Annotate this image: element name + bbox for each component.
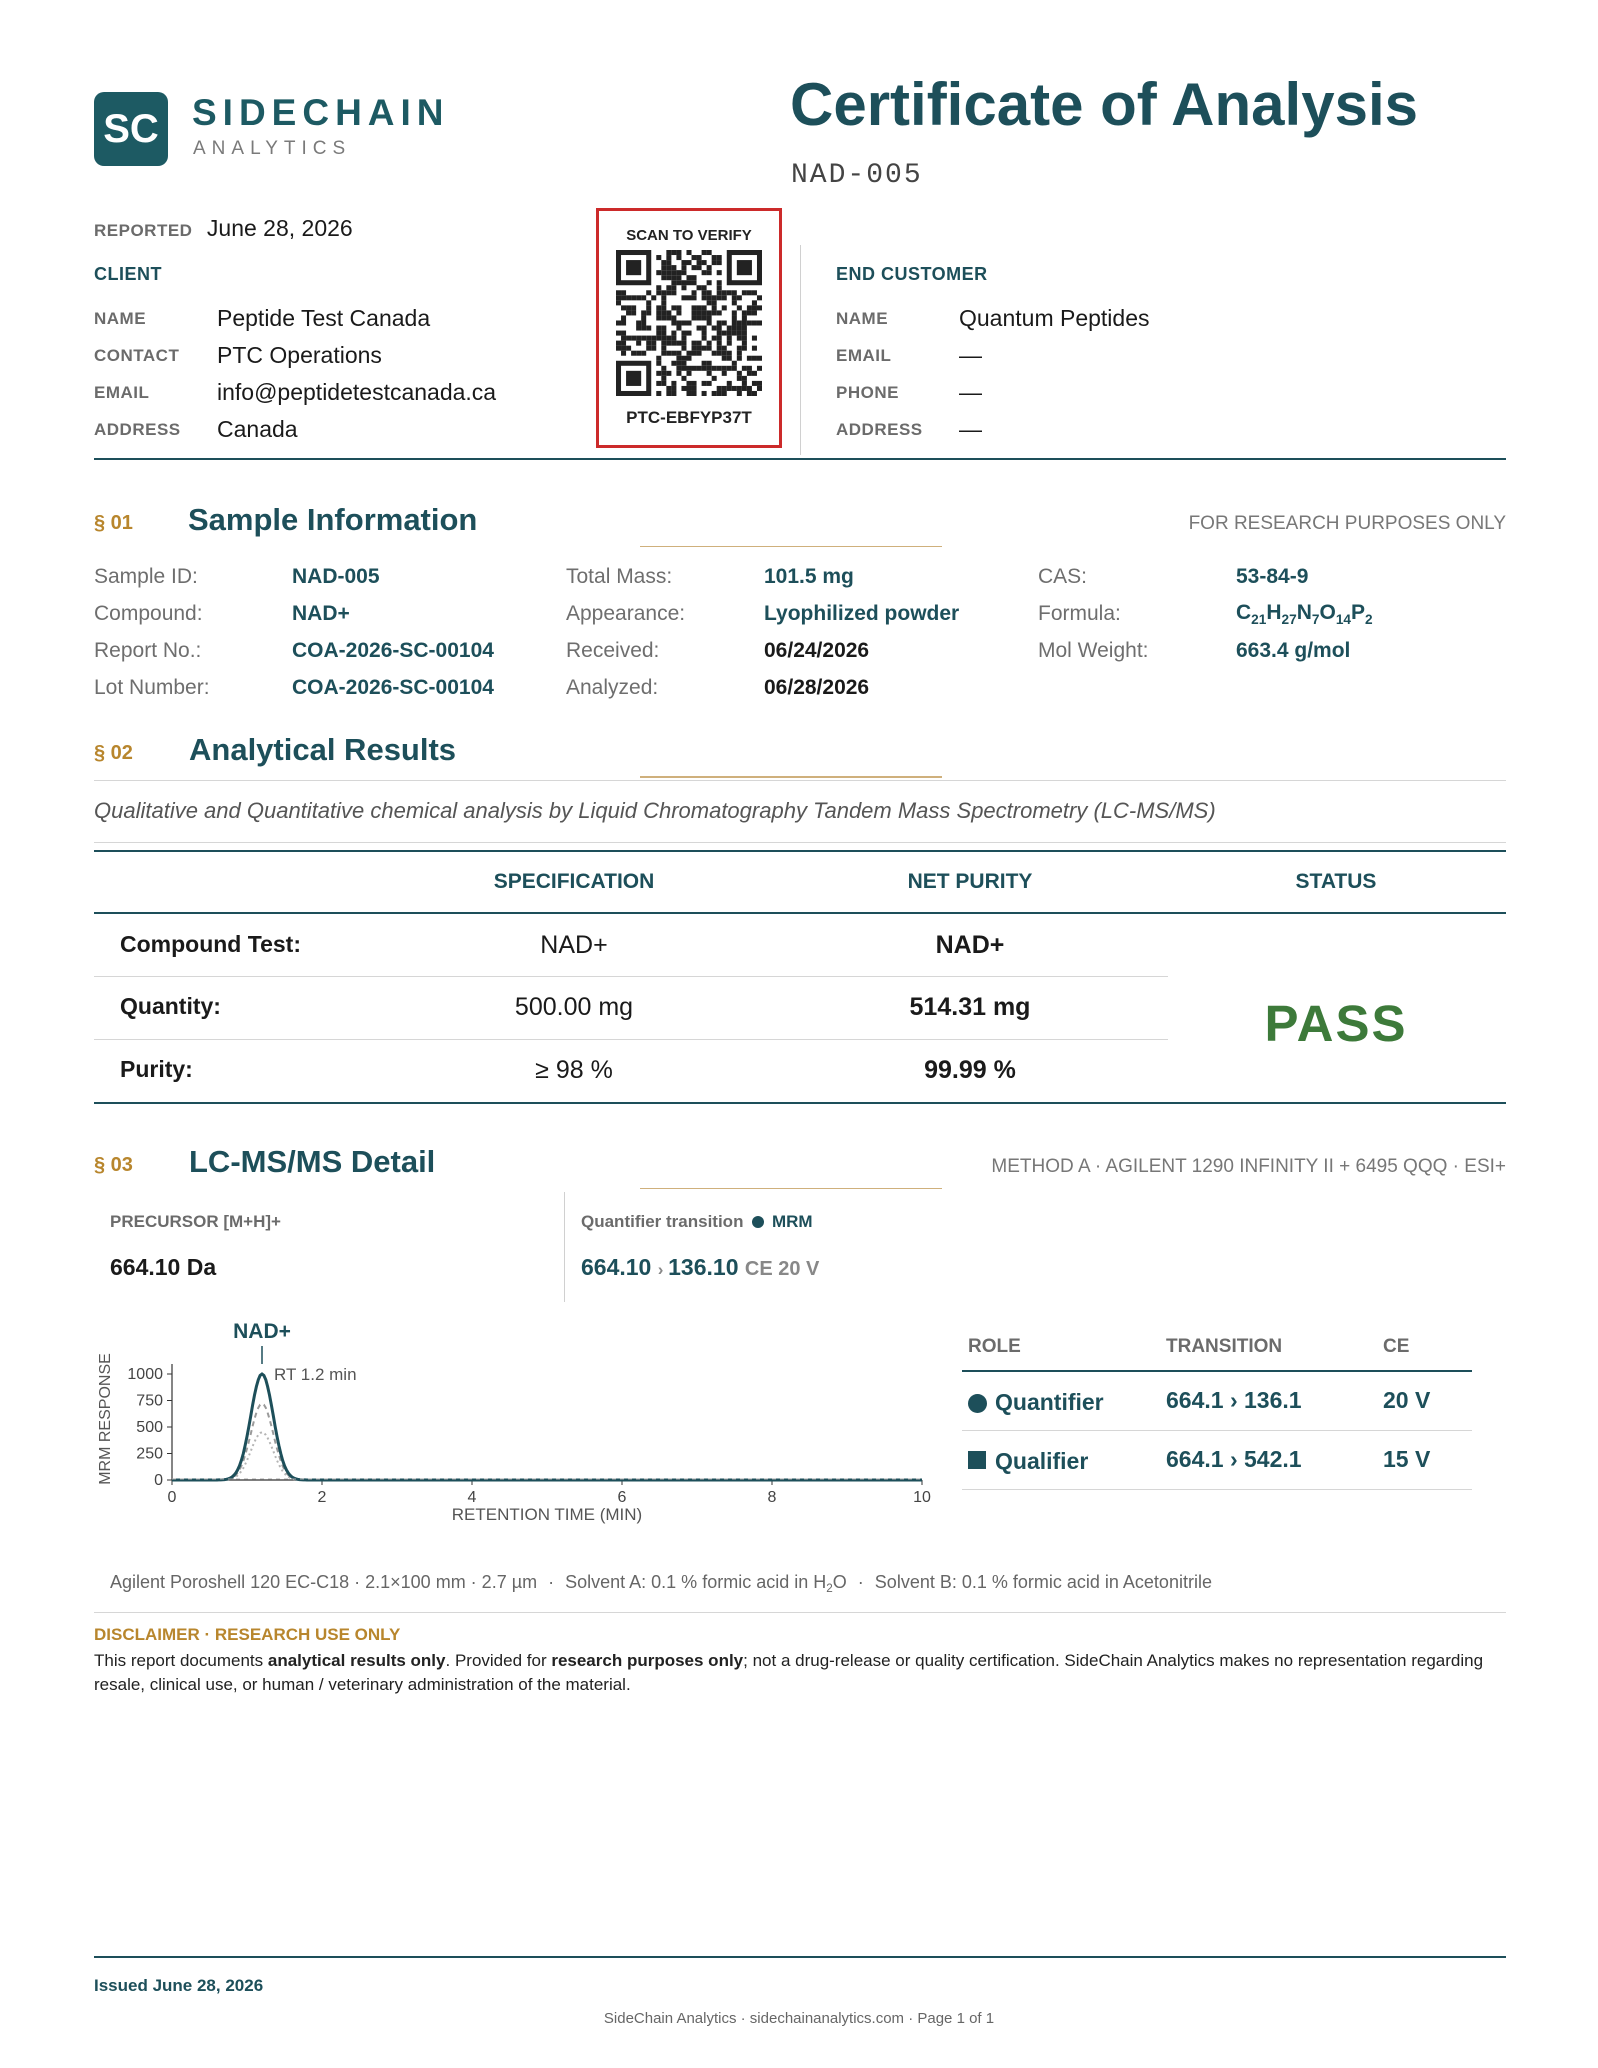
research-note: FOR RESEARCH PURPOSES ONLY <box>1188 513 1506 534</box>
transition-role: Qualifier <box>995 1448 1089 1474</box>
x-tick-label: 4 <box>467 1489 477 1506</box>
sample-row <box>566 558 1026 595</box>
quant-transition <box>581 1254 819 1281</box>
header-rule <box>94 458 1506 460</box>
y-tick-label: 250 <box>136 1445 163 1463</box>
end-customer-label: NAME <box>836 308 889 328</box>
section3-number: § 03 <box>94 1154 133 1176</box>
column-note-b: Solvent A: 0.1 % formic acid in $H_2O$ <box>565 1572 847 1596</box>
section2-rule <box>94 780 1506 781</box>
section1-accent <box>640 546 942 547</box>
client-block <box>94 300 574 448</box>
quant-from: 664.10 <box>581 1254 652 1280</box>
end-customer-block <box>836 300 1296 448</box>
sample-key: Received: <box>566 638 660 662</box>
results-top-rule <box>94 850 1506 852</box>
logo-mark <box>94 92 168 166</box>
sample-row <box>1038 558 1508 595</box>
sample-value: NAD+ <box>292 601 350 625</box>
client-row <box>94 337 574 374</box>
result-label: Compound Test: <box>120 931 301 957</box>
sample-value: 101.5 mg <box>764 564 854 588</box>
verify-box[interactable] <box>596 208 782 448</box>
sample-row <box>94 595 544 632</box>
col-header-spec: SPECIFICATION <box>493 870 655 893</box>
client-label: CONTACT <box>94 345 180 365</box>
results-bottom-rule <box>94 1102 1506 1104</box>
sample-key: Analyzed: <box>566 675 659 699</box>
verify-heading: SCAN TO VERIFY <box>626 227 752 244</box>
brand-sub: ANALYTICS <box>193 138 352 159</box>
result-net: NAD+ <box>935 931 1005 959</box>
sample-key: CAS: <box>1038 564 1088 588</box>
y-tick-label: 500 <box>136 1419 163 1436</box>
th-transition: TRANSITION <box>1166 1336 1283 1357</box>
reported-row <box>94 215 353 242</box>
footer-line: SideChain Analytics · sidechainanalytics.com · Page 1 of 1 <box>603 2010 995 2027</box>
results-row <box>94 977 1168 1039</box>
end-customer-value: Quantum Peptides <box>959 305 1150 331</box>
end-customer-value: — <box>959 379 982 405</box>
mrm-dot-icon <box>752 1216 764 1228</box>
brand-name: SIDECHAIN <box>192 92 450 133</box>
sample-row <box>1038 632 1508 669</box>
quant-to: 136.10 <box>668 1254 739 1280</box>
sample-value: 06/24/2026 <box>764 638 870 662</box>
disclaimer-text: This report documents analytical results only. Provided for research purposes only; not a drug-release or quality certification. SideChain Analytics makes no representation regarding resale, clinical use, or human / veterinary administration of the material. <box>94 1651 1484 1694</box>
col-header-net: NET PURITY <box>907 870 1033 893</box>
status-badge: PASS <box>1264 995 1408 1052</box>
result-label: Purity: <box>120 1056 193 1082</box>
section1-title: Sample Information <box>188 502 478 537</box>
sample-value: 53-84-9 <box>1236 564 1309 588</box>
y-tick-label: 1000 <box>127 1366 163 1383</box>
end-customer-row <box>836 300 1296 337</box>
client-label: ADDRESS <box>94 419 181 439</box>
header-divider <box>800 245 801 455</box>
column-note-rule <box>94 1612 1506 1613</box>
reported-label: REPORTED <box>94 221 193 240</box>
quant-mode: MRM <box>771 1212 813 1231</box>
section2-accent <box>640 776 942 778</box>
quant-label-row <box>581 1212 813 1232</box>
client-label: NAME <box>94 308 147 328</box>
disclaimer-heading: DISCLAIMER · RESEARCH USE ONLY <box>94 1625 401 1644</box>
result-label: Quantity: <box>120 993 221 1019</box>
transitions-table <box>962 1328 1472 1490</box>
section2-number: § 02 <box>94 742 133 764</box>
result-spec: ≥ 98 % <box>535 1056 613 1084</box>
transition-ce: 15 V <box>1383 1446 1431 1472</box>
end-customer-value: — <box>959 416 982 442</box>
logo-mark-text: SC <box>103 106 159 151</box>
sample-row <box>94 558 544 595</box>
column-note-a: Agilent Poroshell 120 EC-C18 · 2.1×100 mm · 2.7 µm <box>110 1572 538 1592</box>
series-line-quantifier <box>172 1374 922 1480</box>
y-tick-label: 750 <box>136 1392 163 1410</box>
peak-label: NAD+ <box>233 1320 291 1343</box>
section2-title: Analytical Results <box>189 732 457 767</box>
method-rule <box>94 842 1506 843</box>
doc-id: NAD-005 <box>791 160 923 191</box>
transition-value: 664.1 › 542.1 <box>1166 1446 1302 1472</box>
x-tick-label: 0 <box>167 1489 177 1506</box>
column-note-c: Solvent B: 0.1 % formic acid in Acetonitrile <box>874 1572 1212 1592</box>
sample-key: Formula: <box>1038 601 1121 625</box>
rt-annotation: RT 1.2 min <box>274 1365 357 1384</box>
sample-row <box>94 669 544 706</box>
sample-row <box>566 669 1026 706</box>
transition-rule <box>962 1489 1472 1490</box>
formula-value: $C_{21}H_{27}N_7O_{14}P_2$ <box>1236 600 1373 627</box>
client-label: EMAIL <box>94 382 150 402</box>
client-row <box>94 300 574 337</box>
result-spec: 500.00 mg <box>514 993 634 1021</box>
reported-value: June 28, 2026 <box>206 215 353 241</box>
y-axis-title: MRM RESPONSE <box>97 1353 114 1485</box>
precursor-label: PRECURSOR [M+H]+ <box>110 1212 281 1231</box>
sample-row <box>566 595 1026 632</box>
sample-key: Lot Number: <box>94 675 210 699</box>
circle-icon <box>968 1394 987 1413</box>
precursor-divider <box>564 1192 565 1302</box>
results-row <box>94 1040 1168 1102</box>
page-title: Certificate of Analysis <box>790 71 1418 138</box>
column-note: Agilent Poroshell 120 EC-C18 · 2.1×100 mm · 2.7 µm · Solvent A: 0.1 % formic acid in $H_2O$ · Solvent B: 0.1 % formic acid in Acetonitrile <box>110 1572 1212 1596</box>
sample-value: 06/28/2026 <box>764 675 870 699</box>
verify-code: PTC-EBFYP37T <box>626 408 752 427</box>
transitions-header <box>962 1328 1472 1370</box>
quant-label: Quantifier transition <box>581 1212 744 1231</box>
results-row <box>94 914 1168 976</box>
result-spec: NAD+ <box>540 931 608 959</box>
qr-code-icon[interactable] <box>616 250 762 396</box>
section1-number: § 01 <box>94 512 133 534</box>
transition-value: 664.1 › 136.1 <box>1166 1387 1302 1413</box>
x-tick-label: 8 <box>767 1489 777 1506</box>
sample-row <box>94 632 544 669</box>
sample-value: Lyophilized powder <box>764 601 960 625</box>
client-row <box>94 411 574 448</box>
sample-row <box>1038 595 1508 632</box>
end-customer-value: — <box>959 342 982 368</box>
section3-accent <box>640 1188 942 1189</box>
client-value: info@peptidetestcanada.ca <box>217 379 497 405</box>
y-tick-label: 0 <box>154 1472 163 1489</box>
method-line: METHOD A · AGILENT 1290 INFINITY II + 6495 QQQ · ESI+ <box>991 1156 1506 1177</box>
arrow-icon: › <box>657 1260 669 1279</box>
sample-value: NAD-005 <box>292 564 380 588</box>
series-line-qualifier-2 <box>172 1432 922 1480</box>
footer-rule <box>94 1956 1506 1958</box>
end-customer-row <box>836 374 1296 411</box>
col-header-status: STATUS <box>1295 870 1377 893</box>
chromatogram-chart <box>90 1318 950 1548</box>
sample-value: COA-2026-SC-00104 <box>292 675 494 699</box>
sample-col-2 <box>566 558 1026 706</box>
section3-title: LC-MS/MS Detail <box>189 1144 436 1179</box>
end-customer-row <box>836 337 1296 374</box>
x-axis-title: RETENTION TIME (MIN) <box>451 1505 643 1524</box>
th-ce: CE <box>1383 1336 1410 1357</box>
sample-value: COA-2026-SC-00104 <box>292 638 494 662</box>
client-row <box>94 374 574 411</box>
sample-key: Mol Weight: <box>1038 638 1149 662</box>
end-customer-heading: END CUSTOMER <box>836 264 988 284</box>
client-value: Canada <box>217 416 298 442</box>
x-tick-label: 10 <box>913 1489 931 1506</box>
precursor-value: 664.10 Da <box>110 1254 217 1280</box>
quant-ce: CE 20 V <box>744 1258 820 1280</box>
x-tick-label: 6 <box>617 1489 627 1506</box>
sample-col-1 <box>94 558 544 706</box>
sample-row <box>566 632 1026 669</box>
sample-key: Compound: <box>94 601 203 625</box>
transition-ce: 20 V <box>1383 1387 1431 1413</box>
client-value: Peptide Test Canada <box>217 305 431 331</box>
method-note: Qualitative and Quantitative chemical analysis by Liquid Chromatography Tandem Mass Spectrometry (LC-MS/MS) <box>94 798 1216 823</box>
sample-key: Total Mass: <box>566 564 673 588</box>
end-customer-label: ADDRESS <box>836 419 923 439</box>
square-icon <box>968 1451 986 1469</box>
client-heading: CLIENT <box>94 264 162 284</box>
transition-row <box>962 1431 1472 1489</box>
client-value: PTC Operations <box>217 342 382 368</box>
sample-key: Sample ID: <box>94 564 198 588</box>
th-role: ROLE <box>968 1336 1021 1357</box>
sample-col-3 <box>1038 558 1508 669</box>
transition-role: Quantifier <box>995 1389 1104 1415</box>
result-net: 514.31 mg <box>909 993 1031 1021</box>
sample-value: 663.4 g/mol <box>1236 638 1351 662</box>
end-customer-label: PHONE <box>836 382 899 402</box>
issued-date: Issued June 28, 2026 <box>94 1976 264 1995</box>
result-net: 99.99 % <box>924 1056 1016 1084</box>
sample-key: Appearance: <box>566 601 686 625</box>
end-customer-label: EMAIL <box>836 345 892 365</box>
x-tick-label: 2 <box>317 1489 327 1506</box>
transition-row <box>962 1372 1472 1430</box>
end-customer-row <box>836 411 1296 448</box>
sample-key: Report No.: <box>94 638 202 662</box>
